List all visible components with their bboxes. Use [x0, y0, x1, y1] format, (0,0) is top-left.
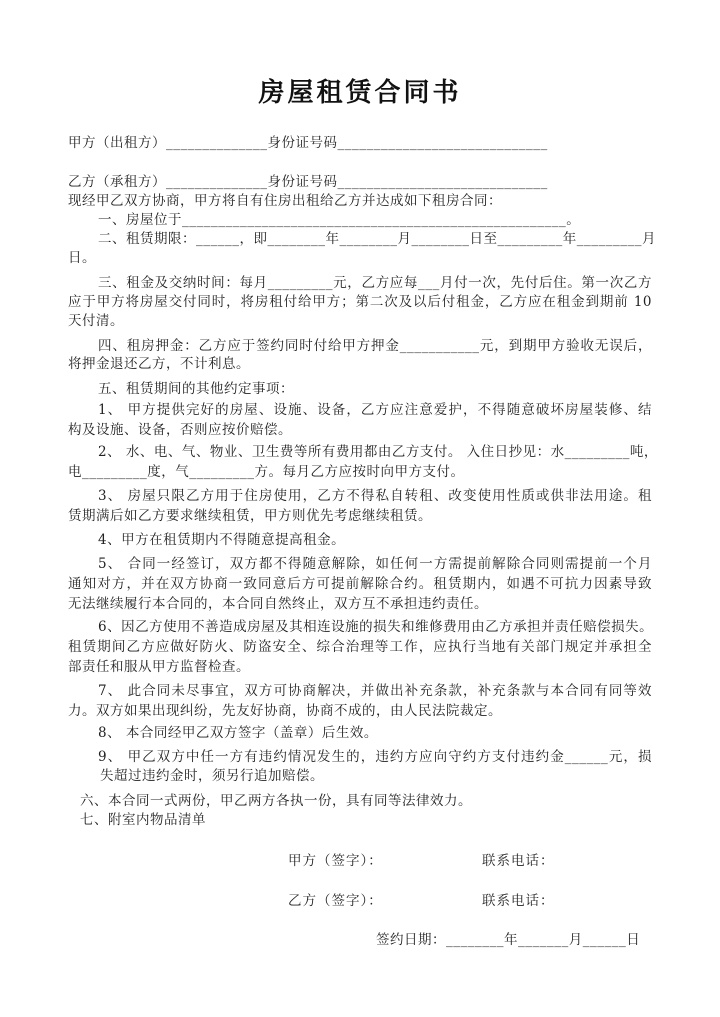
- party-a-phone-label: 联系电话：: [482, 853, 555, 869]
- item-9: 9、 甲乙双方中任一方有违约情况发生的，违约方应向守约方支付违约金______元，损: [98, 749, 652, 765]
- item-1-cont: 构及设施、设备，否则应按价赔偿。: [68, 422, 292, 438]
- item-5-cont: 无法继续履行本合同的，本合同自然终止，双方互不承担违约责任。: [68, 596, 488, 612]
- item-1: 1、 甲方提供完好的房屋、设施、设备，乙方应注意爱护，不得随意破坏房屋装修、结: [98, 402, 652, 418]
- intro-line: 现经甲乙双方协商，甲方将自有住房出租给乙方并达成如下租房合同：: [68, 193, 502, 209]
- document-title: 房屋租赁合同书: [258, 78, 462, 108]
- clause-2-cont: 日。: [68, 250, 96, 266]
- item-7: 7、 此合同未尽事宜，双方可协商解决，并做出补充条款，补充条款与本合同有同等效: [98, 683, 652, 699]
- item-5: 5、 合同一经签订，双方都不得随意解除，如任何一方需提前解除合同则需提前一个月: [98, 556, 652, 572]
- clause-4-cont: 将押金退还乙方，不计利息。: [68, 356, 250, 372]
- item-4: 4、甲方在租赁期内不得随意提高租金。: [98, 532, 346, 548]
- party-b-line: 乙方（承租方）______________身份证号码_____________________________: [68, 174, 548, 190]
- clause-7: 七、附室内物品清单: [80, 812, 206, 828]
- clause-2: 二、租赁期限：______，即________年________月________日至_________年_________月: [98, 231, 656, 247]
- item-3-cont: 赁期满后如乙方要求继续租赁，甲方则优先考虑继续租赁。: [68, 508, 432, 524]
- item-6-cont: 租赁期间乙方应做好防火、防盗安全、综合治理等工作，应执行当地有关部门规定并承担全: [68, 639, 652, 655]
- item-7-cont: 力。双方如果出现纠纷，先友好协商，协商不成的，由人民法院裁定。: [68, 703, 502, 719]
- clause-3-cont: 天付清。: [68, 313, 124, 329]
- clause-3: 三、租金及交纳时间：每月_________元，乙方应每___月付一次，先付后住。第一次乙方: [98, 275, 652, 291]
- party-a-line: 甲方（出租方）______________身份证号码_____________________________: [68, 135, 548, 151]
- clause-3-cont: 应于甲方将房屋交付同时，将房租付给甲方；第二次及以后付租金，乙方应在租金到期前 10: [68, 294, 652, 310]
- signing-date-line: 签约日期：________年_______月______日: [376, 932, 641, 948]
- item-2: 2、 水、电、气、物业、卫生费等所有费用都由乙方支付。 入住日抄见：水_________吨，: [98, 444, 658, 460]
- item-3: 3、 房屋只限乙方用于住房使用，乙方不得私自转租、改变使用性质或供非法用途。租: [98, 488, 652, 504]
- item-6-cont: 部责任和服从甲方监督检查。: [68, 659, 250, 675]
- item-9-cont: 失超过违约金时，须另行追加赔偿。: [100, 768, 324, 784]
- clause-6: 六、本合同一式两份，甲乙两方各执一份，具有同等法律效力。: [80, 793, 472, 809]
- clause-4: 四、租房押金：乙方应于签约同时付给甲方押金___________元，到期甲方验收无误后，: [98, 338, 652, 354]
- item-5-cont: 通知对方，并在双方协商一致同意后方可提前解除合约。租赁期内，如遇不可抗力因素导致: [68, 576, 652, 592]
- party-b-phone-label: 联系电话：: [482, 893, 555, 909]
- party-b-signature-label: 乙方（签字）：: [288, 893, 383, 909]
- item-6: 6、因乙方使用不善造成房屋及其相连设施的损失和维修费用由乙方承担并责任赔偿损失。: [98, 619, 654, 635]
- party-a-signature-label: 甲方（签字）：: [288, 853, 383, 869]
- item-8: 8、 本合同经甲乙双方签字（盖章）后生效。: [98, 725, 378, 741]
- clause-5: 五、租赁期间的其他约定事项：: [98, 381, 294, 397]
- clause-1: 一、房屋位于_____________________________________________________。: [98, 212, 581, 228]
- item-2-cont: 电_________度，气_________方。每月乙方应按时向甲方支付。: [68, 464, 465, 480]
